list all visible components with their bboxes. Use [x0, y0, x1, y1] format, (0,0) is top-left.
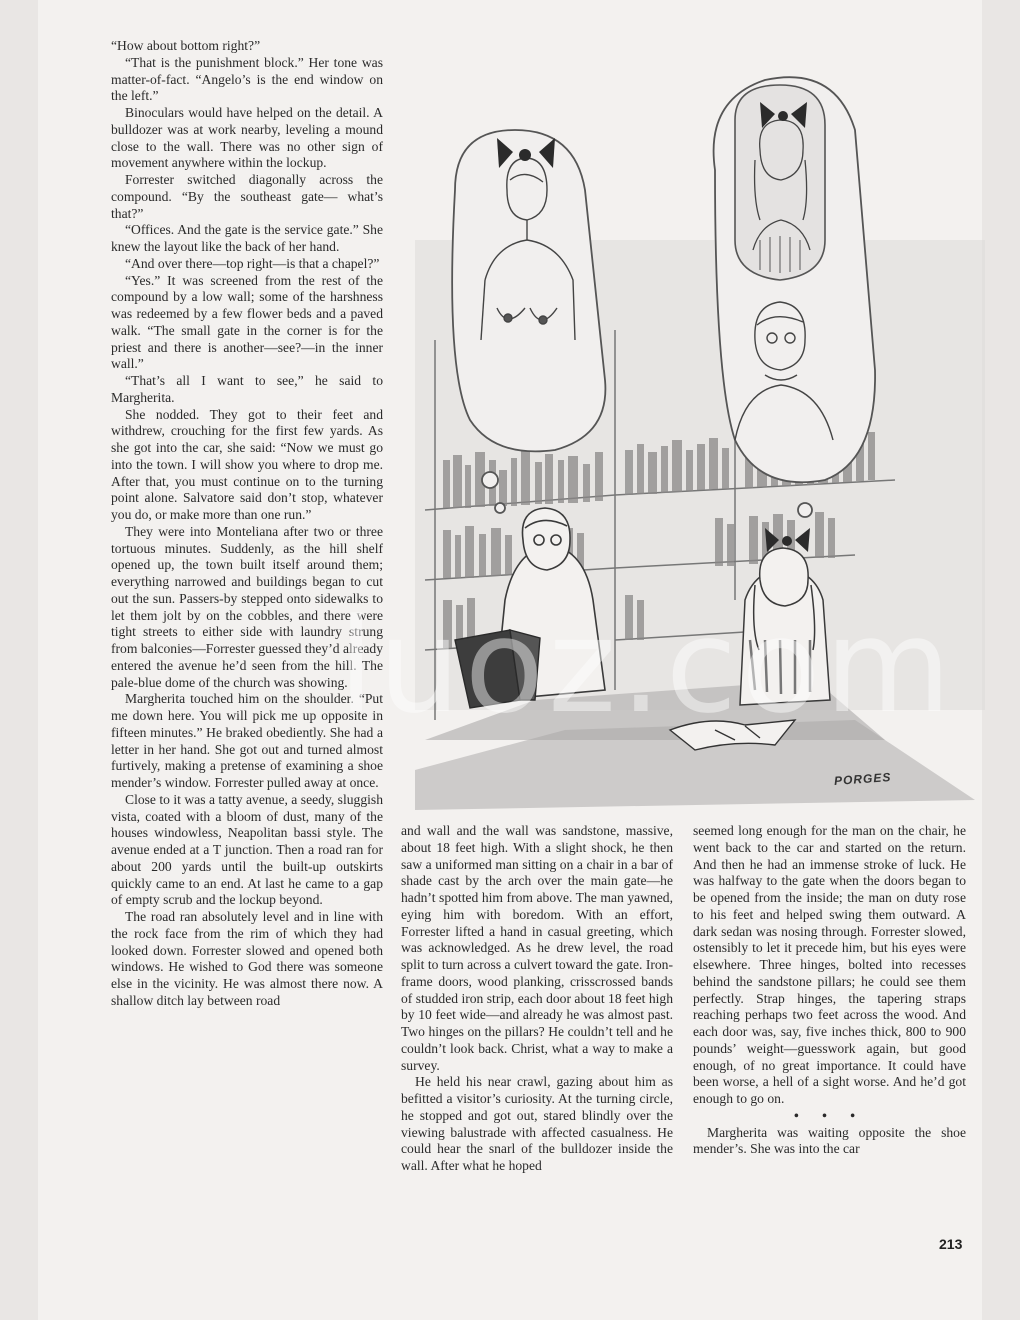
artist-signature: PORGES	[833, 770, 892, 788]
text-column-1	[111, 38, 383, 1010]
paragraph: “And over there—top right—is that a chapel?”	[125, 255, 380, 271]
section-break: • • •	[793, 1107, 866, 1123]
paragraph: Close to it was a tatty avenue, a seedy, sluggish vista, coated with a bloom of dust, many of the houses windowless, Neapolitan bassi style. The avenue ended at a T junction. Then a road ran for about 200 yards until the built-up outskirts quickly came to an end. At last he came to a gap of empty scrub and the lockup beyond.	[111, 791, 383, 908]
cartoon-illustration	[415, 40, 985, 810]
paragraph: The road ran absolutely level and in line with the rock face from the rim of which they had looked down. Forrester slowed and opened both windows. He wished to God there was someone else in the vicinity. He was almost there now. A shallow ditch lay between road	[111, 909, 383, 1008]
paragraph: “That is the punishment block.” Her tone was matter-of-fact. “Angelo’s is the end window on the left.”	[111, 54, 383, 104]
paragraph: They were into Monteliana after two or three tortuous minutes. Suddenly, as the hill shelf opened up, the town built itself around them; everything narrowed and buildings began to cut out the sun. Passers-by stepped onto sidewalks to let them jolt by on the cobbles, and there were tight streets to either side with laundry strung from balconies—Forrester guessed they’d already entered the avenue he’d seen from the hill. The pale-blue dome of the church was showing.	[111, 523, 383, 690]
paragraph: “How about bottom right?”	[111, 38, 261, 53]
paragraph: seemed long enough for the man on the chair, he went back to the car and started on the return. And then he had an immense stroke of luck. He was halfway to the gate when the doors began to be opened from the inside; the man on duty rose to his feet and helped swing them outward. A dark sedan was nosing through. Forrester slowed, ostensibly to let it precede him, but his eyes were elsewhere. Three hinges, bolted into recesses behind the sandstone pillars; he could see them perfectly. Strap hinges, the tapering straps reaching perhaps two feet across the wood. And each door was, say, five inches thick, 800 to 900 pounds’ weight—guesswork again, but good enough, of no great importance. It could have been worse, a hell of a sight worse. And he’d got enough to go on.	[693, 823, 966, 1106]
paragraph: “Yes.” It was screened from the rest of the compound by a low wall; some of the harshness was redeemed by a few flower beds and a paved walk. “The small gate in the corner is for the priest and there is another—see?—in the inner wall.”	[111, 272, 383, 372]
paragraph: “Offices. And the gate is the service gate.” She knew the layout like the back of her hand.	[111, 222, 383, 254]
magazine-page	[38, 0, 982, 1320]
paragraph: “That’s all I want to see,” he said to Margherita.	[111, 373, 383, 405]
paragraph: Margherita was waiting opposite the shoe mender’s. She was into the car	[693, 1124, 966, 1157]
paragraph: She nodded. They got to their feet and withdrew, crouching for the first few yards. As she got into the car, she said: “Now we must go into the town. I will show you where to drop me. After that, you must continue on to the turning point alone. Salvatore said don’t stop, whatever you do, or make more than one run.”	[111, 406, 383, 522]
text-column-3	[693, 823, 966, 1158]
paragraph: Forrester switched diagonally across the compound. “By the southeast gate— what’s that?”	[111, 172, 383, 221]
open-book-boy	[455, 630, 540, 708]
text-column-2	[401, 823, 673, 1175]
paragraph: He held his near crawl, gazing about him as befitted a visitor’s curiosity. At the turning circle, he stopped and got out, stared blindly over the viewing balustrade with affected casualness. He could hear the snarl of the bulldozer inside the wall. After what he hoped	[401, 1074, 673, 1173]
page-number: 213	[939, 1236, 963, 1252]
paragraph: and wall and the wall was sandstone, massive, about 18 feet high. With a slight shock, he then saw a uniformed man sitting on a chair in a bar of shade cast by the arch over the main gate—he hadn’t spotted him from above. The man yawned, eying him with boredom. With an effort, Forrester lifted a hand in casual greeting, which was acknowledged. As he drew level, the road split to turn across a culvert toward the gate. Iron-frame doors, wood planking, crisscrossed bands of studded iron strip, each door about 18 feet high by 10 feet wide—and already he was almost past. Two hinges on the pillars? He couldn’t tell and he couldn’t look back. Christ, what a way to make a survey.	[401, 823, 673, 1073]
paragraph: Margherita touched him on the shoulder. “Put me down here. You will pick me up opposite in fifteen minutes.” He braked obediently. She had a letter in her hand. She got out and turned almost furtively, making a pretense of examining a shoe mender’s window. Forrester pulled away at once.	[111, 691, 383, 790]
watermark: luoz.com	[338, 590, 956, 742]
paragraph: Binoculars would have helped on the detail. A bulldozer was at work nearby, leveling a mound close to the wall. There was no other sign of movement anywhere within the lockup.	[111, 105, 383, 171]
